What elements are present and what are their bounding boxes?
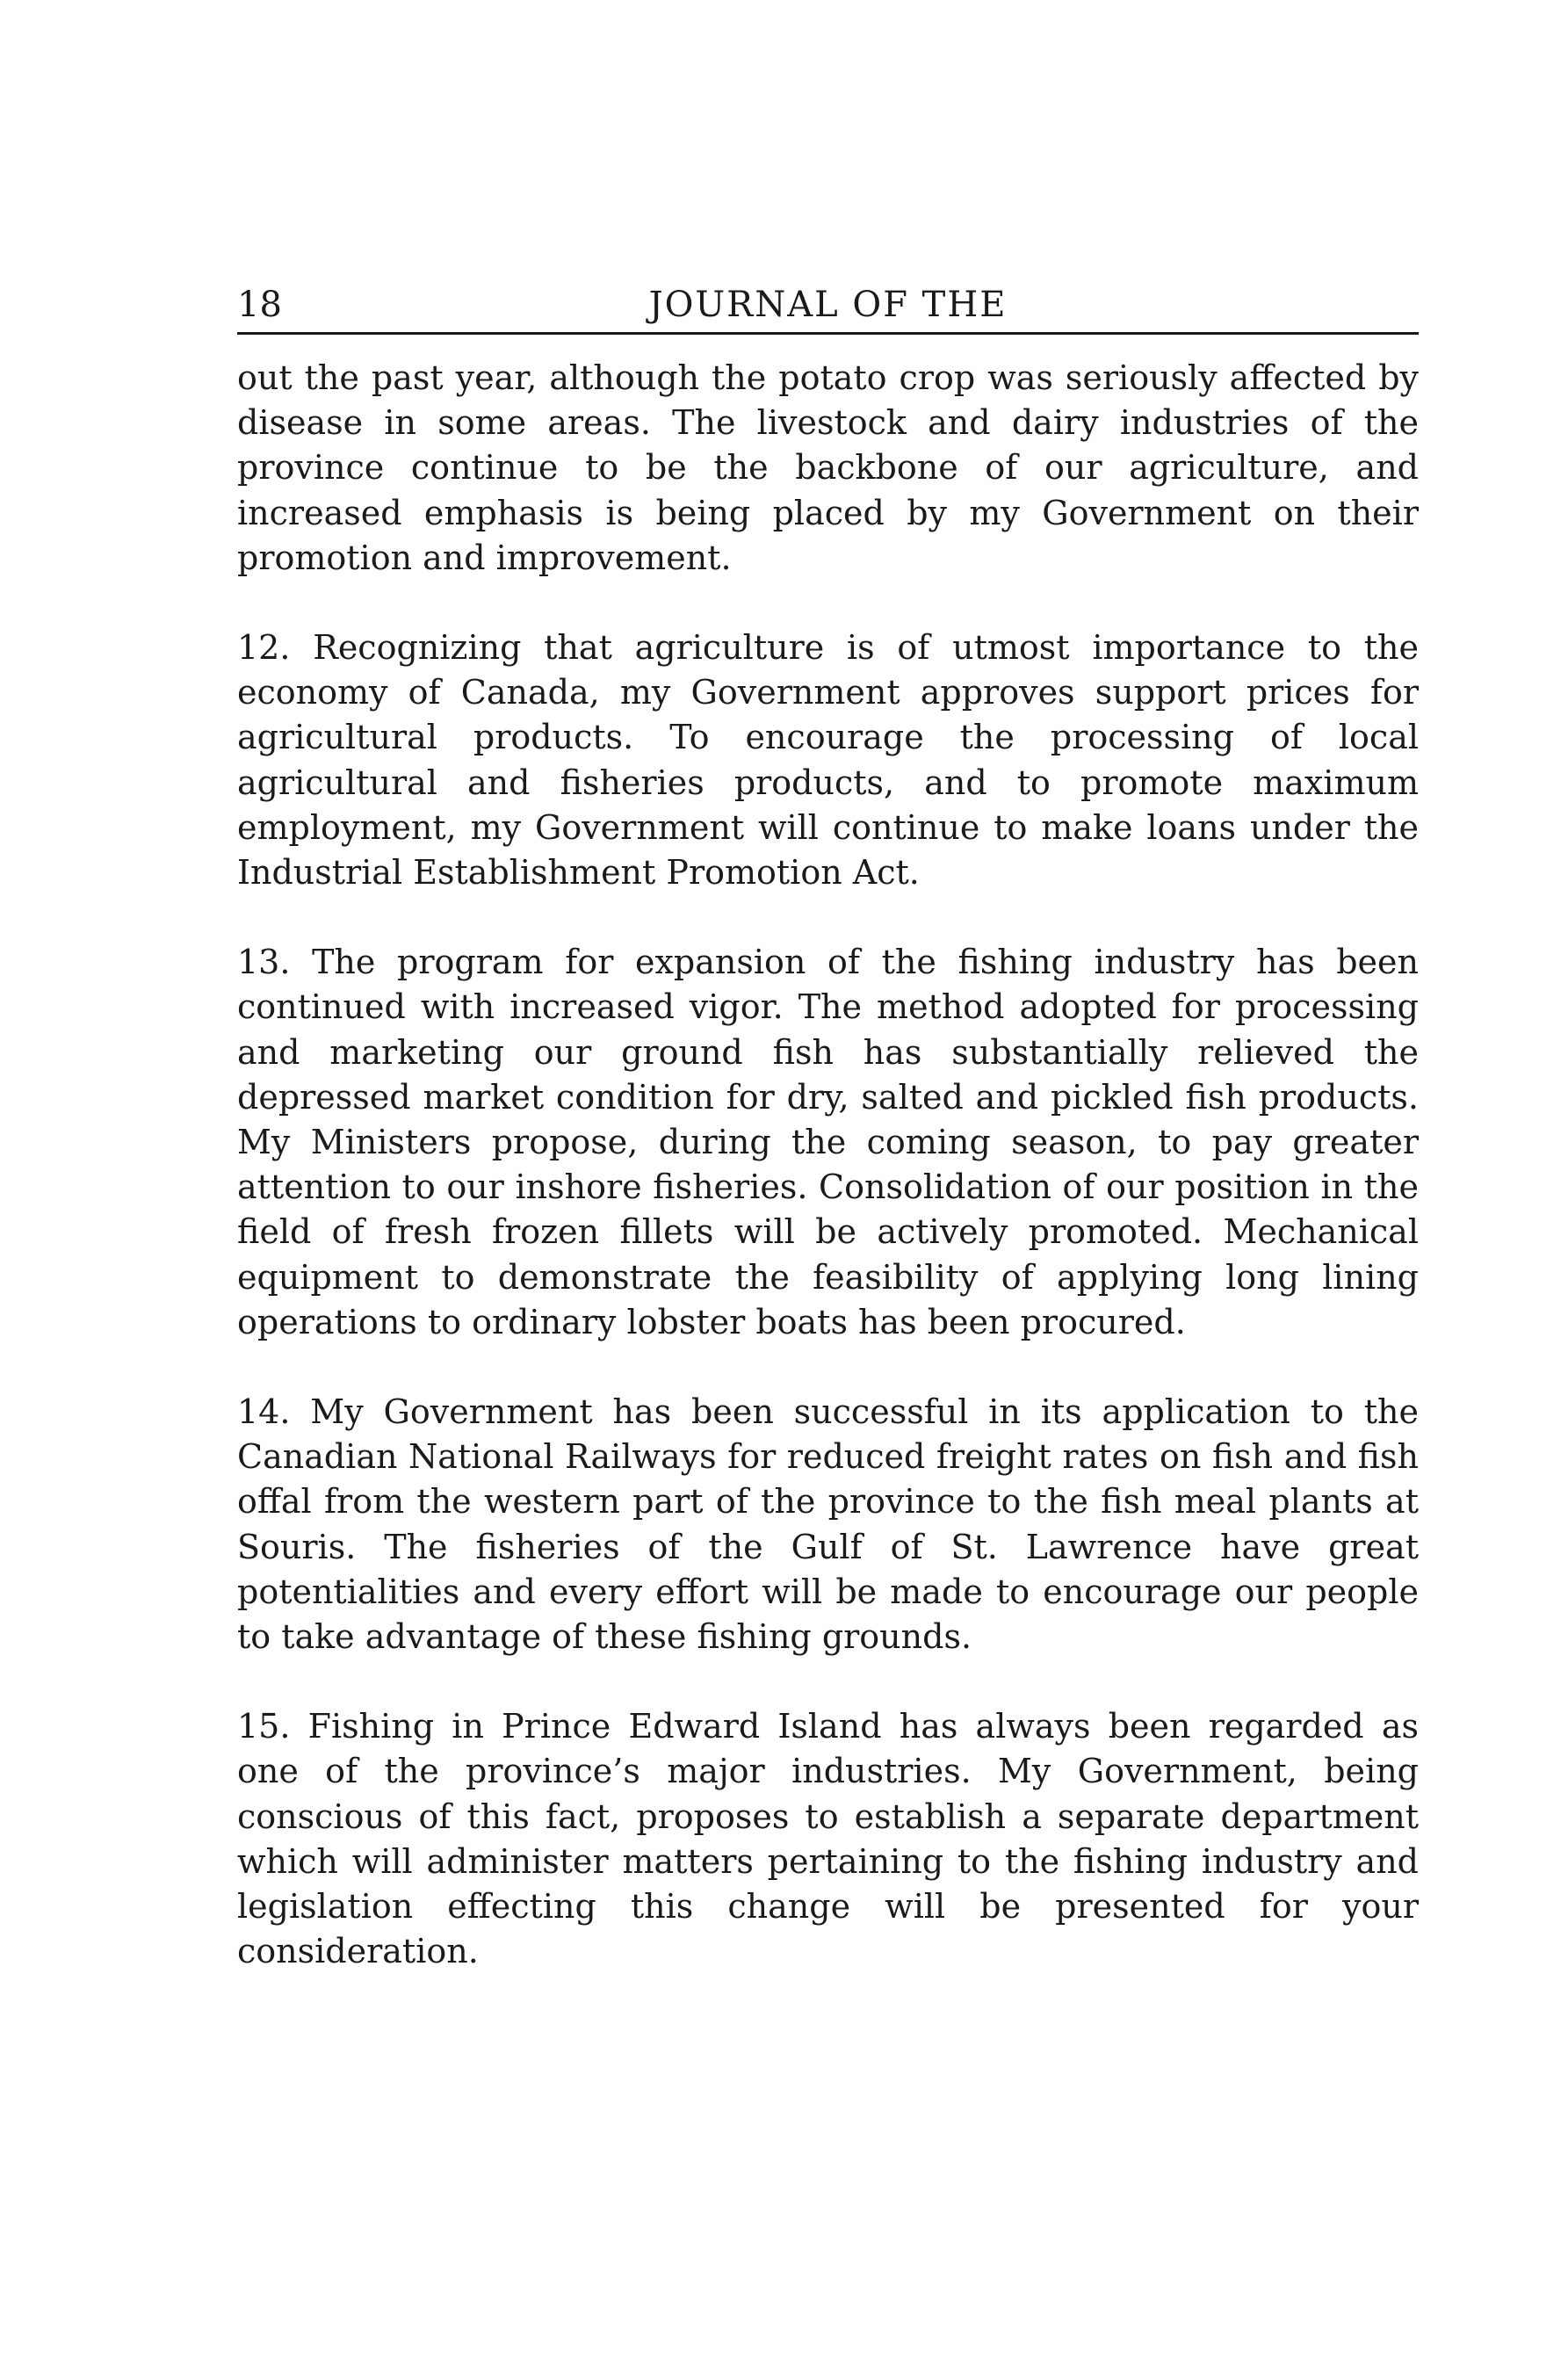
paragraph-13: 13. The program for expansion of the fishing industry has been continued with increased vigor. The method adopted for processing and marketing our ground fish has substantially relieved the depressed market condition for dry, salted and pickled fish products. My Ministers propose, during the coming season, to pay greater attention to our inshore fisheries. Consolidation of our position in the field of fresh frozen fillets will be actively promoted. Mechanical equipment to demonstrate the feasibility of applying long lining operations to ordinary lobster boats has been procured. bbox=[237, 943, 1419, 1341]
paragraph-15: 15. Fishing in Prince Edward Island has always been regarded as one of the province’s major industries. My Government, being conscious of this fact, proposes to establish a separate department which will administer matters pertaining to the fishing industry and legislation effecting this change will be presented for your consideration. bbox=[237, 1707, 1419, 1971]
journal-title: JOURNAL OF THE bbox=[648, 285, 1008, 325]
running-head bbox=[237, 283, 1419, 335]
page-body bbox=[237, 356, 1419, 1975]
paragraph-continuation: out the past year, although the potato crop was seriously affected by disease in some areas. The livestock and dairy industries of the province continue to be the backbone of our agriculture, and increased emphasis is being placed by my Government on their promotion and improvement. bbox=[237, 358, 1419, 577]
journal-page bbox=[237, 283, 1419, 1975]
paragraph-14: 14. My Government has been successful in its application to the Canadian National Railways for reduced freight rates on fish and fish offal from the western part of the province to the fish meal plants at Souris. The fisheries of the Gulf of St. Lawrence have great potentialities and every effort will be made to encourage our people to take advantage of these fishing grounds. bbox=[237, 1392, 1419, 1657]
paragraph-12: 12. Recognizing that agriculture is of utmost importance to the economy of Canada, my Government approves support prices for agricultural products. To encourage the processing of local agricultural and fisheries products, and to promote maximum employment, my Government will continue to make loans under the Industrial Establishment Promotion Act. bbox=[237, 628, 1419, 893]
page-number: 18 bbox=[237, 285, 282, 325]
